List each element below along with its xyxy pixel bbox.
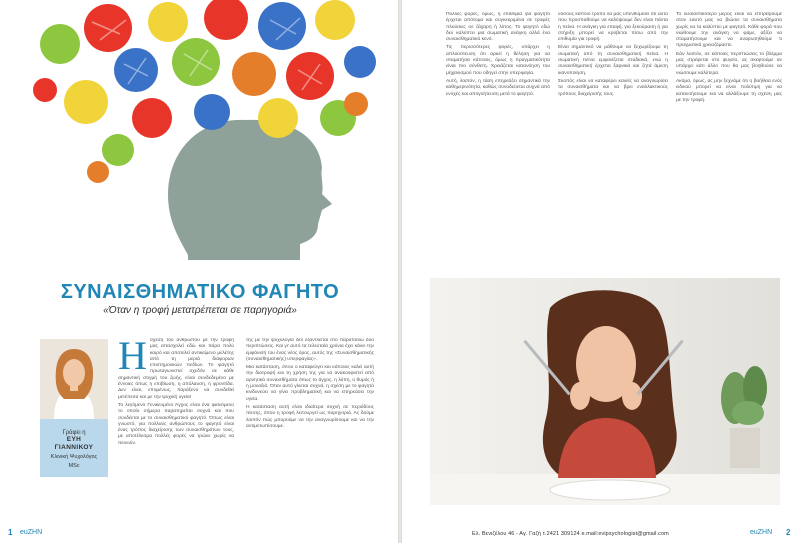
article-subtitle: «Όταν η τροφή μετατρέπεται σε παρηγοριά»: [103, 305, 297, 316]
paragraph: Τις περισσότερες φορές, υπάρχει η απλούστευση ότι αρκεί η θέληση για να σταματήσει κάποιος, όμως η πραγματικότητα είναι πιο σύνθετη. Χρειάζεται κατανόηση του μηχανισμού που οδηγεί στην υπερφαγία.: [446, 45, 550, 76]
right-page-number: 2: [786, 528, 791, 537]
paragraph: Ακόμα, όμως, ας μην ξεχνάμε ότι η βοήθεια ενός ειδικού μπορεί να είναι πολύτιμη για να κατανοήσουμε και να αλλάξουμε τη σχέση μας με την τροφή.: [676, 78, 782, 103]
author-photo: [40, 339, 108, 419]
left-footer: [0, 525, 398, 543]
author-role: Κλινική Ψυχολόγος: [50, 454, 98, 460]
contact-info: Ελ. Βενιζέλου 46 - Αγ. Γαζή τ.2421 309124 e.mail:evipsychologist@gmail.com: [472, 531, 669, 537]
right-page: [402, 0, 800, 543]
head-silhouette: [168, 120, 332, 260]
paragraph: Πολλές φορές, όμως, η επιθυμία για φαγητό έρχεται απότομα και συγκεκριμένα σε τροφές πλούσιες σε ζάχαρη ή λίπος. Το φαγητό εδώ δεν καλύπτει μια σωματική ανάγκη αλλά ένα συναισθηματικό κενό.: [446, 12, 550, 43]
paragraph: της με την ψυχολογία δεν εξαντλείται στο παραπάνω δύο περιπτώσεις. Και γι' αυτό τα τελευταία χρόνια έχει κάνει την εμφάνισή του ένας νέος όρος, αυτός της «Συναισθηματικής (συναισθηματικής) υπερφαγίας».: [246, 338, 374, 362]
paragraph: σχέση του ανθρώπου με την τροφή μας απασχολεί εδώ και πάρα πολύ καιρό και αποτελεί αντικείμενο μελέτης από τη μεριά διάφορων επιστημονικών πεδίων. Το φαγητό πρωταγωνιστεί σχεδόν σε κάθε σημαντική στιγμή του ζωής, είναι συνδεδεμένο με έννοιες όπως η επιβίωση, η απόλαυση, η φροντίδα. Δεν είναι, επομένως, παράξενο να συνδεθεί μετέπειτα και με την ψυχική υγεία!: [118, 338, 234, 400]
left-column-1: [118, 338, 234, 524]
left-page-number: 1: [8, 528, 13, 537]
paragraph: νόσους κάποιο τρόπο να μας υπενθυμίσει ότι αυτό που προσπαθούμε να καλύψουμε δεν είναι πάντα η πείνα. Η ανάγκη για επαφή, για ξεκούραση ή για στήριξη μπορεί να κρύβεται πίσω από την επιθυμία για τροφή.: [558, 12, 668, 43]
paragraph: Εάν λοιπόν, σε κάποιες περιπτώσεις το βλέμμα μας στρέφεται στο ψυγείο, ας σκεφτούμε αν υπάρχει κάτι άλλο που θα μας βοηθούσε να νιώσουμε καλύτερα.: [676, 51, 782, 76]
left-magazine-name: euZHN: [20, 529, 43, 536]
right-column-2: [558, 12, 668, 274]
right-footer: [402, 525, 800, 543]
paragraph: Η κατάσταση αυτή είναι ιδιαίτερα συχνή σε περιόδους πίεσης, όπου η τροφή λειτουργεί ως παρηγοριά. Ας δούμε λοιπόν πώς μπορούμε να την αναγνωρίσουμε και να την αντιμετωπίσουμε.: [246, 404, 374, 429]
author-box: [40, 419, 108, 477]
author-name-last: ΓΙΑΝΝΙΚΟΥ: [54, 444, 94, 451]
author-degree: MSc: [68, 463, 80, 469]
right-column-1: [446, 12, 550, 274]
drop-cap: Η: [118, 338, 147, 378]
right-magazine-name: euZHN: [750, 529, 773, 536]
paragraph: Σκοπός είναι να καταφέρει κανείς να αναγνωρίσει τα συναισθήματα και να βρει εναλλακτικούς τρόπους διαχείρισής τους.: [558, 78, 668, 97]
right-column-3: [676, 12, 782, 274]
paragraph: Το ουσιαστικότερο μέρος είναι να επιτρέψουμε στον εαυτό μας να βιώσει τα συναισθήματα χωρίς να τα καλύπτει με φαγητό. Κάθε φορά που νιώθουμε την ανάγκη να φάμε, αξίζει να σταματήσουμε και να αναρωτηθούμε τι πραγματικά χρειαζόμαστε.: [676, 12, 782, 49]
left-page: [0, 0, 398, 543]
author-name-first: ΕΥΗ: [66, 436, 82, 443]
author-portrait-icon: [40, 339, 108, 419]
paragraph: Είναι σημαντικό να μάθουμε να ξεχωρίζουμε τη σωματική από τη συναισθηματική πείνα. Η σωματική πείνα εμφανίζεται σταδιακά, ενώ η συναισθηματική έρχεται ξαφνικά και ζητά άμεση ικανοποίηση.: [558, 45, 668, 76]
woman-eating-photo: [430, 278, 780, 505]
paragraph: Το λεγόμενο Γενικευμένο Άγχος είναι ένα φαινόμενο το οποίο σήμερα παρατηρείται συχνά και που συνδέεται με το συναισθηματικό φαγητό. Όπως είναι γνωστό, για πολλούς ανθρώπους το φαγητό είναι ένας τρόπος διαχείρισης των συναισθημάτων τους, με αποτέλεσμα πολλές φορές να τρώνε χωρίς να πεινούν.: [118, 402, 234, 446]
author-written-by: Γράφει η: [62, 430, 86, 436]
left-column-2: [246, 338, 374, 524]
hero-illustration: [0, 0, 398, 260]
woman-with-fork-knife-icon: [430, 278, 780, 505]
article-title: ΣΥΝΑΙΣΘΗΜΑΤΙΚΟ ΦΑΓΗΤΟ: [60, 281, 340, 303]
paragraph: Αυτή, λοιπόν, η τάση επηρεάζει σημαντικά την καθημερινότητα, καθώς συνοδεύεται συχνά από ενοχές και απογοήτευση μετά το φαγητό.: [446, 78, 550, 97]
paragraph: Μια κατάσταση, όπου ο καταφεύγει και κάποιος καλεί αυτή την διατροφή και τη χρήση της για να ανακουφιστεί από αρνητικά συναισθήματα όπως το άγχος, η λύπη, ο θυμός ή η μοναξιά. Όταν αυτό γίνεται συχνά, η σχέση με το φαγητό κινδυνεύει να γίνει προβληματική και να επηρεάσει την υγεία.: [246, 365, 374, 402]
